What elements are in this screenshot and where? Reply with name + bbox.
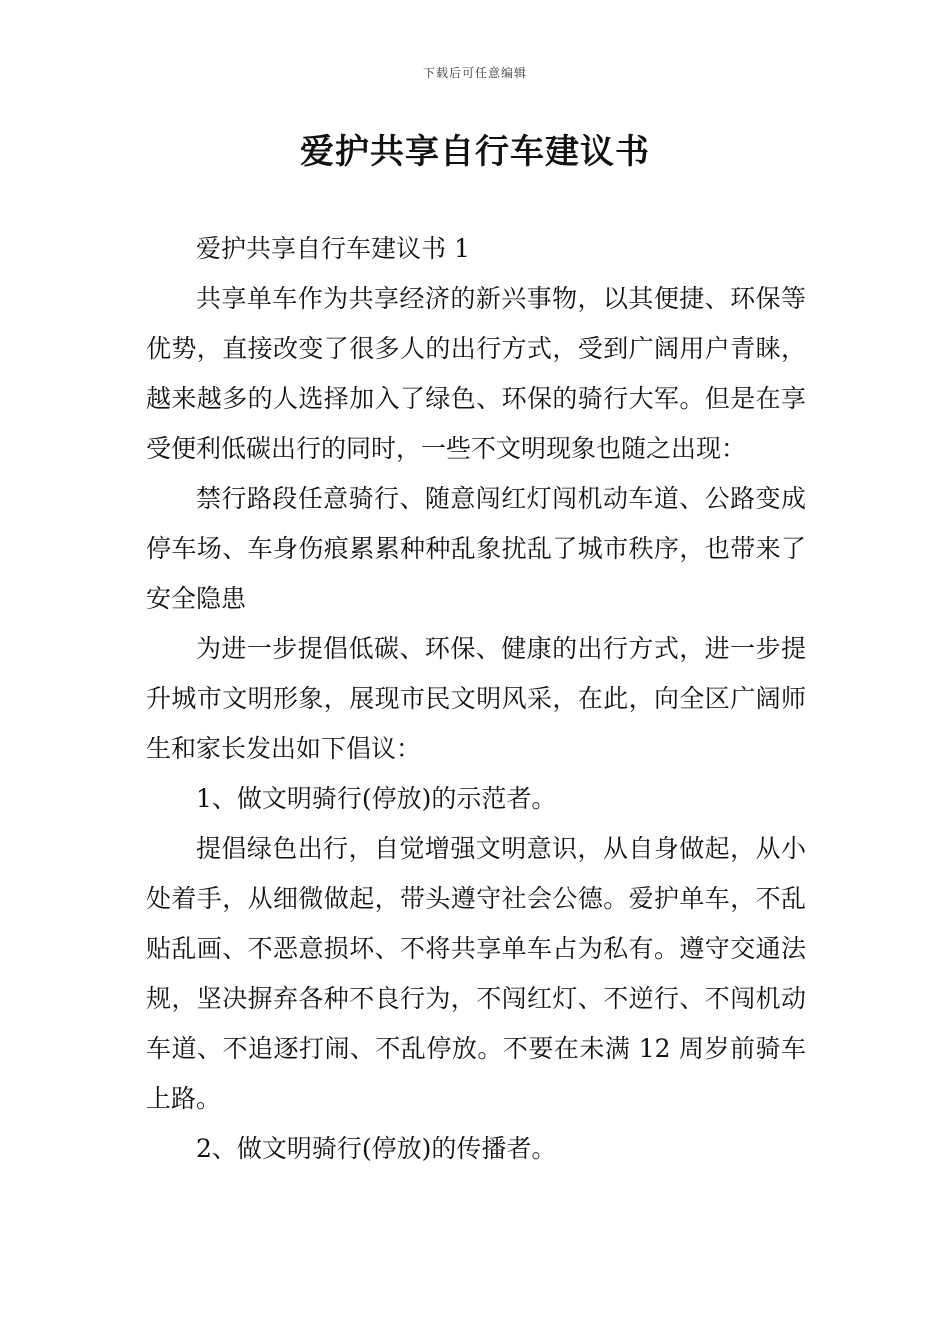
document-body (146, 224, 806, 1174)
paragraph: 禁行路段任意骑行、随意闯红灯闯机动车道、公路变成停车场、车身伤痕累累种种乱象扰乱了城市秩序，也带来了安全隐患 (146, 484, 806, 613)
list-item-heading: 1、做文明骑行(停放)的示范者。 (196, 784, 557, 813)
header-note: 下载后可任意编辑 (422, 66, 527, 80)
list-item-heading: 2、做文明骑行(停放)的传播者。 (196, 1134, 557, 1163)
section-heading: 爱护共享自行车建议书 1 (196, 234, 470, 263)
paragraph: 提倡绿色出行，自觉增强文明意识，从自身做起，从小处着手，从细微做起，带头遵守社会公德。爱护单车，不乱贴乱画、不恶意损坏、不将共享单车占为私有。遵守交通法规，坚决摒弃各种不良行为，不闯红灯、不逆行、不闯机动车道、不追逐打闹、不乱停放。不要在未满 12 周岁前骑车上路。 (146, 834, 806, 1113)
document-title: 爱护共享自行车建议书 (300, 132, 650, 172)
paragraph: 为进一步提倡低碳、环保、健康的出行方式，进一步提升城市文明形象，展现市民文明风采，在此，向全区广阔师生和家长发出如下倡议： (146, 634, 806, 763)
paragraph: 共享单车作为共享经济的新兴事物，以其便捷、环保等优势，直接改变了很多人的出行方式，受到广阔用户青睐，越来越多的人选择加入了绿色、环保的骑行大军。但是在享受便利低碳出行的同时，一些不文明现象也随之出现： (146, 284, 806, 463)
